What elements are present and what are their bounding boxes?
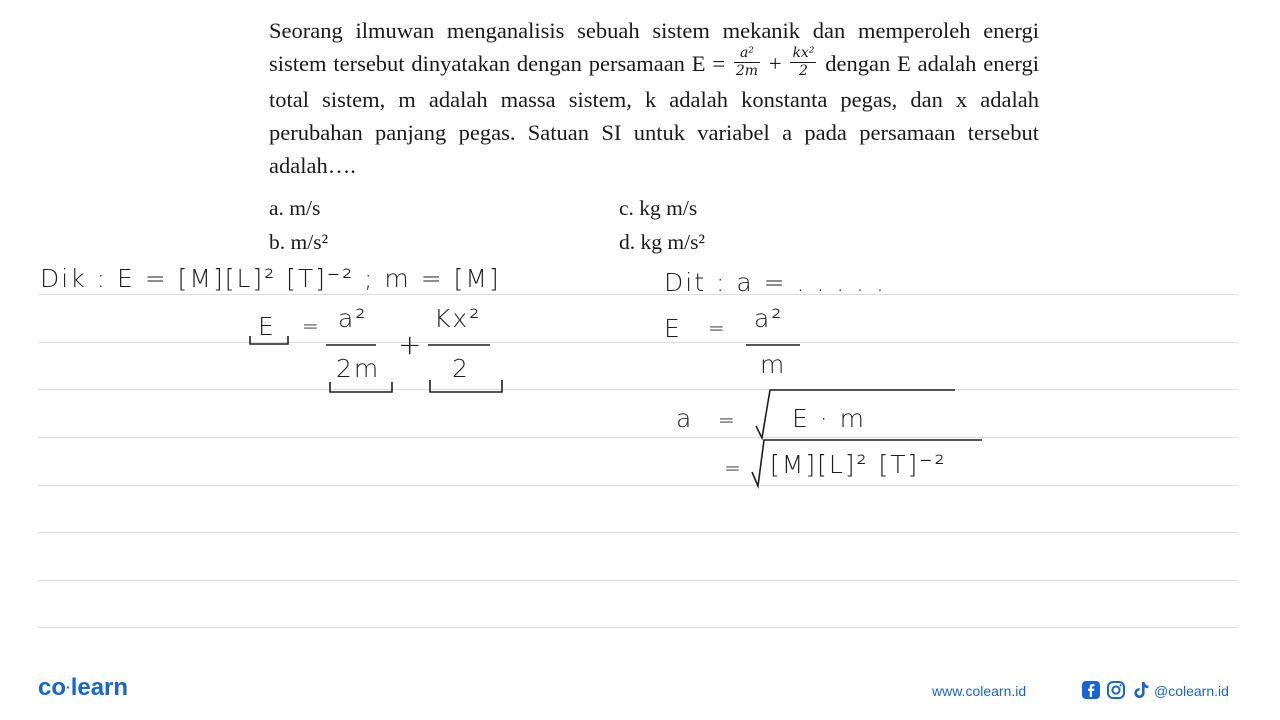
handwritten-equals-a: = <box>718 408 737 432</box>
colearn-logo <box>38 674 128 702</box>
handwritten-E-left: E <box>258 312 276 341</box>
logo-part-learn: learn <box>70 674 129 701</box>
logo-part-co: co <box>38 674 67 701</box>
handwritten-a: a <box>676 404 694 433</box>
handwritten-a2-right: a² <box>754 304 784 333</box>
handwritten-radicand-dimensions: [M][L]² [T]⁻² <box>770 450 947 479</box>
handwritten-kx2: Kx² <box>434 304 482 333</box>
option-c[interactable]: c. kg m/s <box>619 196 698 220</box>
fraction-denominator: 2m <box>735 63 759 80</box>
option-b[interactable]: b. m/s² <box>269 230 329 254</box>
handwritten-equals-right: = <box>708 316 727 340</box>
handwritten-equals-left: = <box>302 314 321 338</box>
handwritten-given: Dik : E = [M][L]² [T]⁻² ; m = [M] <box>40 264 501 293</box>
fraction-numerator: kx² <box>792 45 815 62</box>
option-d[interactable]: d. kg m/s² <box>619 230 705 254</box>
fraction-numerator: a² <box>734 45 760 63</box>
handwritten-plus: + <box>398 328 424 361</box>
plus-sign: + <box>768 51 782 76</box>
facebook-icon[interactable] <box>1081 680 1101 700</box>
handwritten-radicand-Em: E · m <box>792 404 866 433</box>
website-link[interactable]: www.colearn.id <box>932 683 1027 699</box>
handwritten-equals-last: = <box>724 456 743 480</box>
handwritten-E-right: E <box>664 314 682 343</box>
logo-dot: · <box>66 679 71 695</box>
option-a[interactable]: a. m/s <box>269 196 321 220</box>
question-intro: Seorang ilmuwan menganalisis sebuah sistem mekanik dan memperoleh energi sistem tersebut dinyatakan dengan persamaan E = <box>269 18 1039 76</box>
instagram-icon[interactable] <box>1106 680 1126 700</box>
fraction-denominator: 2 <box>798 63 808 80</box>
handwritten-m: m <box>760 350 787 379</box>
handwritten-2m: 2m <box>336 354 381 383</box>
handwritten-asked: Dit : a = . . . . . <box>664 268 886 297</box>
handwritten-a2-left: a² <box>338 304 368 333</box>
social-handle[interactable]: @colearn.id <box>1154 683 1229 699</box>
handwritten-2: 2 <box>452 354 470 383</box>
tiktok-icon[interactable] <box>1131 680 1151 700</box>
question-rest: dengan E adalah energi total sistem, m adalah massa sistem, k adalah konstanta pegas, dan x adalah perubahan panjang pegas. Satuan SI untuk variabel a pada persamaan tersebut adalah…. <box>269 51 1040 179</box>
